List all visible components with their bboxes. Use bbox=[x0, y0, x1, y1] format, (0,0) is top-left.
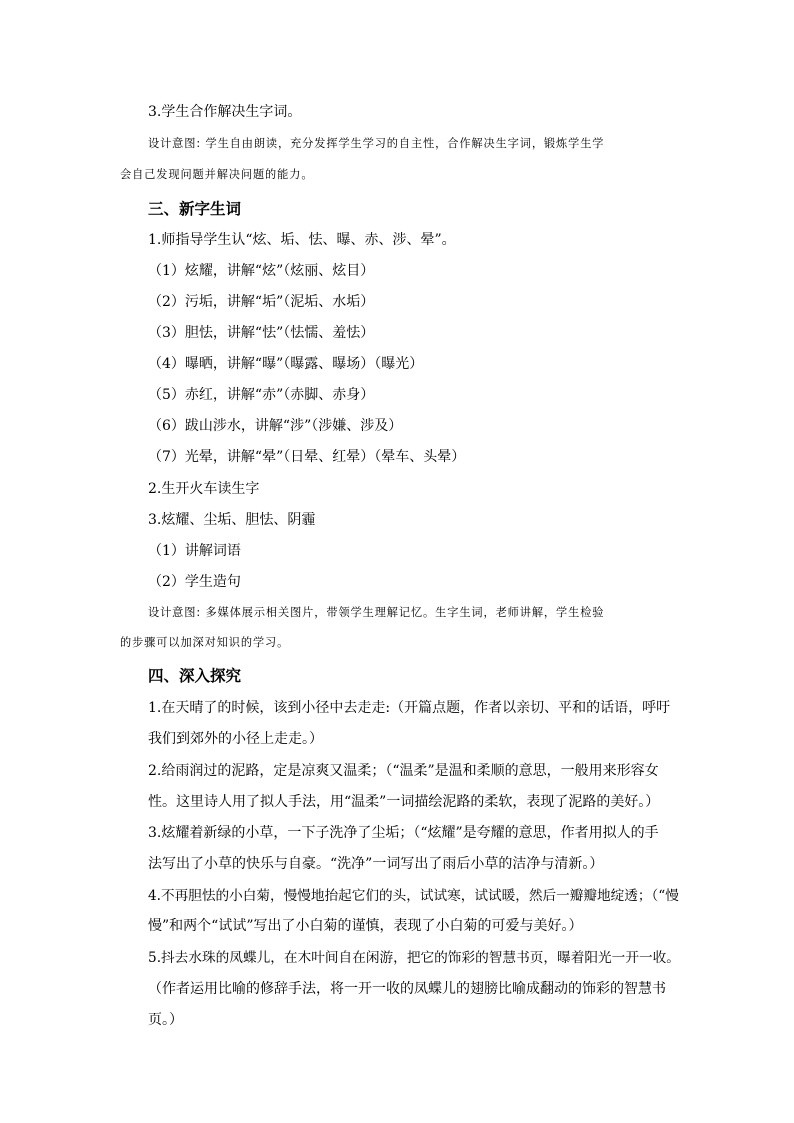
sub-list-item: （2）污垢，讲解“垢”（泥垢、水垢） bbox=[148, 294, 375, 310]
list-item: 2.生开火车读生字 bbox=[148, 481, 260, 497]
sub-list-item: （4）曝晒，讲解“曝”（曝露、曝场）（曝光） bbox=[148, 356, 424, 372]
design-intent-line: 设计意图: 学生自由朗读，充分发挥学生学习的自主性，合作解决生字词，锻炼学生学 bbox=[148, 137, 605, 150]
paragraph-line: 性。这里诗人用了拟人手法，用“温柔”一词描绘泥路的柔软，表现了泥路的美好。） bbox=[148, 794, 660, 810]
list-item: 3.炫耀、尘垢、胆怯、阴霾 bbox=[148, 512, 316, 528]
paragraph-line: 1.在天晴了的时候，该到小径中去走走:（开篇点题，作者以亲切、平和的话语，呼吁 bbox=[148, 700, 671, 716]
sub-list-item: （5）赤红，讲解“赤”（赤脚、赤身） bbox=[148, 387, 375, 403]
paragraph-line: （作者运用比喻的修辞手法，将一开一收的凤蝶儿的翅膀比喻成翻动的饰彩的智慧书 bbox=[148, 981, 666, 997]
sub-list-item: （7）光晕，讲解“晕”（日晕、红晕）（晕车、头晕） bbox=[148, 449, 466, 465]
paragraph-line: 2.给雨润过的泥路，定是凉爽又温柔；（“温柔”是温和柔顺的意思，一般用来形容女 bbox=[148, 763, 659, 779]
paragraph-line: 3.炫耀着新绿的小草，一下子洗净了尘垢；（“炫耀”是夸耀的意思，作者用拟人的手 bbox=[148, 825, 659, 841]
section-heading-4: 四、深入探究 bbox=[148, 666, 242, 685]
paragraph-line: 我们到郊外的小径上走走。） bbox=[148, 731, 323, 747]
paragraph-line: 法写出了小草的快乐与自豪。“洗净”一词写出了雨后小草的洁净与清新。） bbox=[148, 856, 604, 872]
paragraph-line: 慢”和两个“试试”写出了小白菊的谨慎，表现了小白菊的可爱与美好。） bbox=[148, 918, 583, 934]
design-intent-line: 设计意图: 多媒体展示相关图片，带领学生理解记忆。生字生词，老师讲解，学生检验 bbox=[148, 606, 605, 619]
paragraph-line: 5.抖去水珠的凤蝶儿，在木叶间自在闲游，把它的饰彩的智慧书页，曝着阳光一开一收。 bbox=[148, 950, 680, 966]
paragraph-line: 4.不再胆怯的小白菊，慢慢地抬起它们的头，试试寒，试试暖，然后一瓣瓣地绽透；（“慢 bbox=[148, 888, 679, 904]
design-intent-line: 的步骤可以加深对知识的学习。 bbox=[120, 636, 290, 649]
sub-list-item: （6）跋山涉水，讲解“涉”（涉嫌、涉及） bbox=[148, 418, 403, 434]
item-cooperate: 3.学生合作解决生字词。 bbox=[148, 104, 302, 120]
sub-list-item: （1）炫耀，讲解“炫”（炫丽、炫目） bbox=[148, 263, 375, 279]
sub-list-item: （3）胆怯，讲解“怯”（怯懦、羞怯） bbox=[148, 325, 375, 341]
sub-list-item: （1）讲解词语 bbox=[148, 543, 241, 559]
design-intent-line: 会自己发现问题并解决问题的能力。 bbox=[120, 168, 314, 181]
list-item: 1.师指导学生认“炫、垢、怯、曝、赤、涉、晕”。 bbox=[148, 232, 456, 248]
section-heading-3: 三、新字生词 bbox=[148, 199, 242, 218]
paragraph-line: 页。） bbox=[148, 1012, 183, 1028]
sub-list-item: （2）学生造句 bbox=[148, 574, 241, 590]
